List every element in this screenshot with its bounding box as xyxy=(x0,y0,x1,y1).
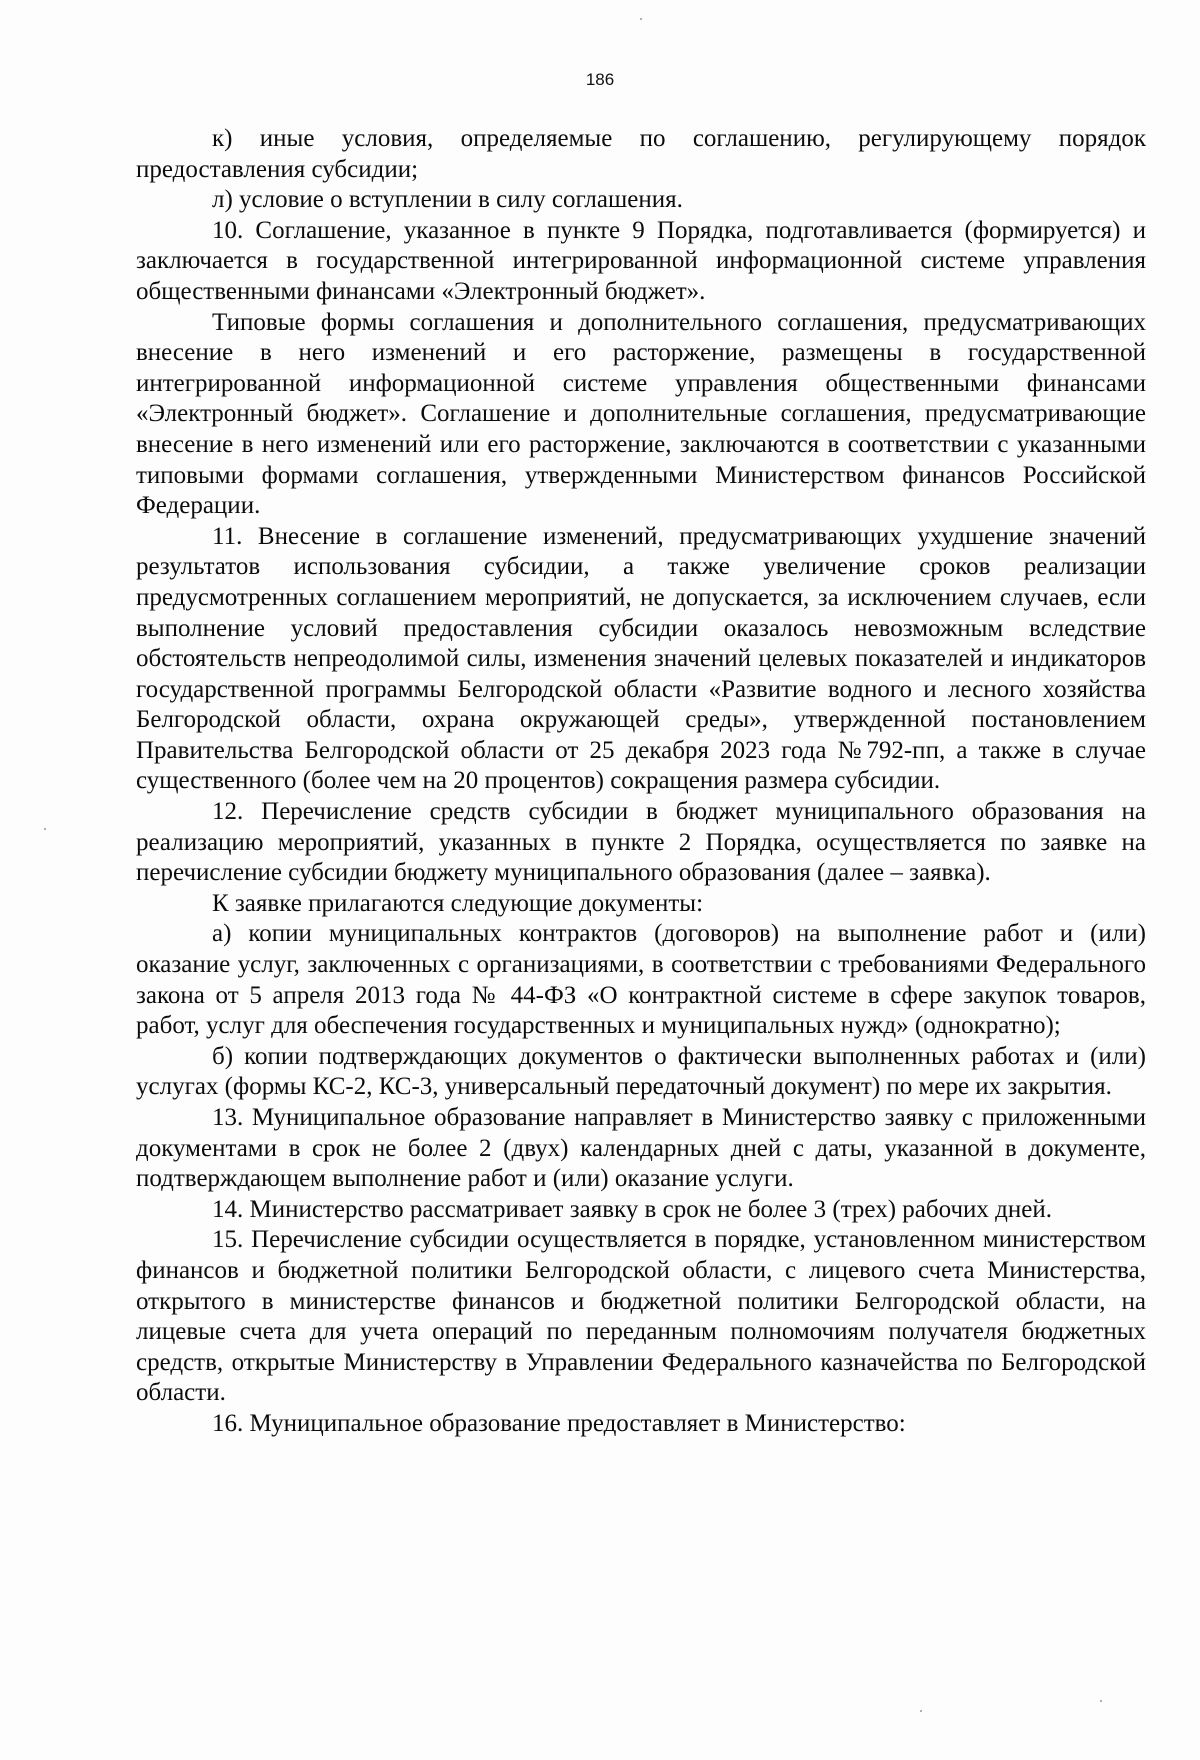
paragraph-item-a: а) копии муниципальных контрактов (договоров) на выполнение работ и (или) оказание услуг, заключенных с организациями, в соответствии с требованиями Федерального закона от 5 апреля 2013 года № 44-ФЗ «О контрактной системе в сфере закупок товаров, работ, услуг для обеспечения государственных и муниципальных нужд» (однократно); xyxy=(136,920,1146,1040)
paragraph-item-l: л) условие о вступлении в силу соглашения. xyxy=(212,186,683,214)
paragraph-attached-documents: К заявке прилагаются следующие документы: xyxy=(212,889,704,917)
scan-speck xyxy=(1100,1700,1102,1702)
page-number: 186 xyxy=(585,70,615,89)
paragraph-15: 15. Перечисление субсидии осуществляется в порядке, установленном министерством финансов и бюджетной политики Белгородской области, с лицевого счета Министерства, открытого в министерстве финансов и бюджетной политики Белгородской области, на лицевые счета для учета операций по переданным полномочиям получателя бюджетных средств, открытые Министерству в Управлении Федерального казначейства по Белгородской области. xyxy=(136,1226,1146,1407)
paragraph-item-b: б) копии подтверждающих документов о фактически выполненных работах и (или) услугах (формы КС-2, КС-3, универсальный передаточный документ) по мере их закрытия. xyxy=(136,1042,1146,1101)
paragraph-typical-forms: Типовые формы соглашения и дополнительного соглашения, предусматривающих внесение в него изменений и его расторжение, размещены в государственной интегрированной информационной системе управления общественными финансами «Электронный бюджет». Соглашение и дополнительные соглашения, предусматривающие внесение в него изменений или его расторжение, заключаются в соответствии с указанными типовыми формами соглашения, утвержденными Министерством финансов Российской Федерации. xyxy=(136,308,1146,520)
paragraph-16: 16. Муниципальное образование предоставляет в Министерство: xyxy=(212,1409,906,1437)
paragraph-14: 14. Министерство рассматривает заявку в срок не более 3 (трех) рабочих дней. xyxy=(212,1195,1052,1223)
paragraph-13: 13. Муниципальное образование направляет в Министерство заявку с приложенными документами в срок не более 2 (двух) календарных дней с даты, указанной в документе, подтверждающем выполнение работ и (или) оказание услуги. xyxy=(136,1104,1146,1193)
scan-speck xyxy=(920,1710,922,1712)
paragraph-11: 11. Внесение в соглашение изменений, предусматривающих ухудшение значений результатов использования субсидии, а также увеличение сроков реализации предусмотренных соглашением мероприятий, не допускается, за исключением случаев, если выполнение условий предоставления субсидии оказалось невозможным вследствие обстоятельств непреодолимой силы, изменения значений целевых показателей и индикаторов государственной программы Белгородской области «Развитие водного и лесного хозяйства Белгородской области, охрана окружающей среды», утвержденной постановлением Правительства Белгородской области от 25 декабря 2023 года №792-пп, а также в случае существенного (более чем на 20 процентов) сокращения размера субсидии. xyxy=(136,522,1146,795)
scan-speck xyxy=(44,828,46,830)
document-body xyxy=(136,124,1146,1440)
scan-speck xyxy=(640,18,642,20)
paragraph-item-k: к) иные условия, определяемые по соглашению, регулирующему порядок предоставления субсидии; xyxy=(136,125,1146,183)
paragraph-12: 12. Перечисление средств субсидии в бюджет муниципального образования на реализацию мероприятий, указанных в пункте 2 Порядка, осуществляется по заявке на перечисление субсидии бюджету муниципального образования (далее – заявка). xyxy=(136,798,1146,887)
paragraph-10: 10. Соглашение, указанное в пункте 9 Порядка, подготавливается (формируется) и заключается в государственной интегрированной информационной системе управления общественными финансами «Электронный бюджет». xyxy=(136,216,1146,305)
